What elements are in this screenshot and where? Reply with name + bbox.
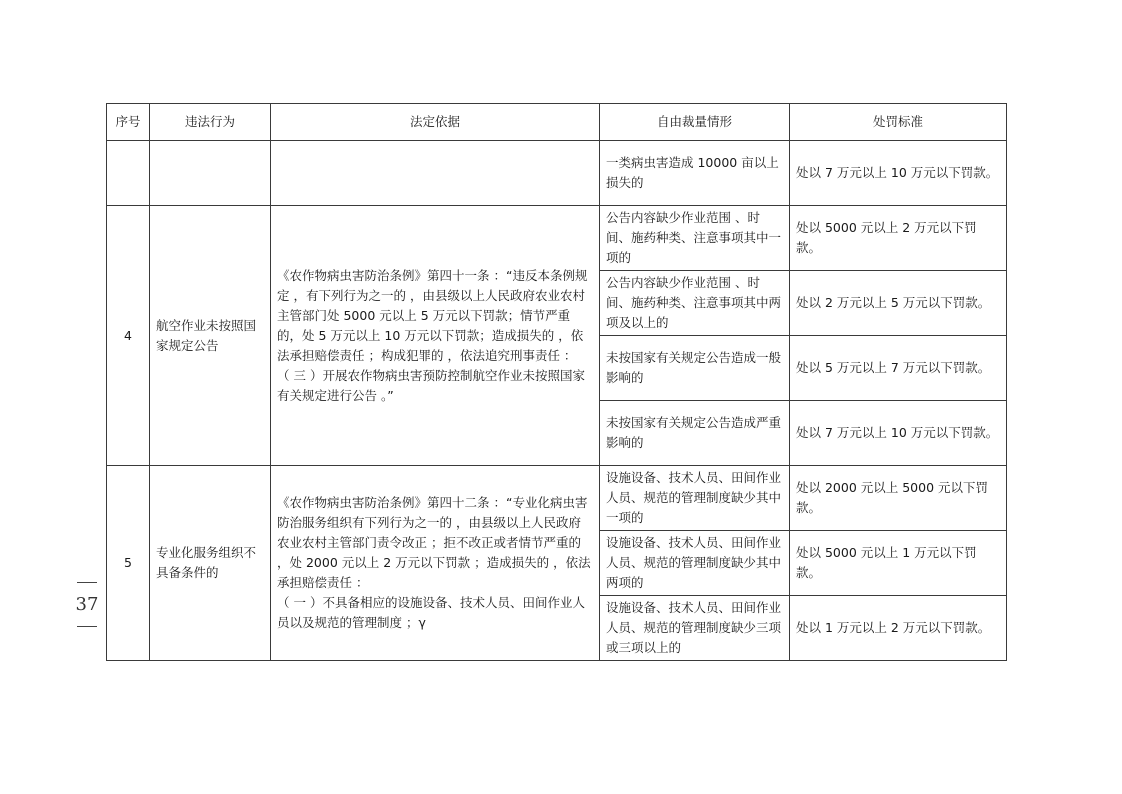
page-number-text: 37 bbox=[75, 594, 99, 615]
table-header-row bbox=[107, 104, 1007, 141]
legal-basis-cell bbox=[271, 141, 600, 206]
standard-cell: 处以 7 万元以上 10 万元以下罚款。 bbox=[790, 141, 1007, 206]
legal-basis-item: （ 一 ）不具备相应的设施设备、技术人员、田间作业人员以及规范的管理制度 ；γ bbox=[277, 595, 585, 630]
legal-basis-text: 《农作物病虫害防治条例》第四十一条 ：“违反本条例规定 ，有下列行为之一的 ，由县级以上人民政府农业农村主管部门处 5000 元以上 5 万元以下罚款；情节严重的，处 5 万元以上 10 万元以下罚款；造成损失的 ，依法承担赔偿责任 ；构成犯罪的 ，依法追究刑事责任 ： bbox=[277, 267, 588, 363]
page-number-rule-top bbox=[77, 582, 97, 583]
circumstance-cell: 设施设备、技术人员、田间作业人员、规范的管理制度缺少其中两项的 bbox=[600, 531, 790, 596]
violation-cell: 航空作业未按照国家规定公告 bbox=[150, 206, 271, 466]
circumstance-cell: 设施设备、技术人员、田间作业人员、规范的管理制度缺少三项或三项以上的 bbox=[600, 596, 790, 661]
standard-cell: 处以 7 万元以上 10 万元以下罚款。 bbox=[790, 401, 1007, 466]
serial-cell bbox=[107, 141, 150, 206]
header-penalty-standard: 处罚标准 bbox=[790, 104, 1007, 141]
circumstance-cell: 未按国家有关规定公告造成严重影响的 bbox=[600, 401, 790, 466]
legal-basis-text: 《农作物病虫害防治条例》第四十二条 ：“专业化病虫害防治服务组织有下列行为之一的 ，由县级以上人民政府农业农村主管部门责令改正 ；拒不改正或者情节严重的 ，处 2000 元以上 2 万元以下罚款 ；造成损失的 ，依法承担赔偿责任 ： bbox=[277, 495, 591, 590]
serial-cell: 4 bbox=[107, 206, 150, 466]
standard-cell: 处以 5000 元以上 1 万元以下罚款。 bbox=[790, 531, 1007, 596]
header-legal-basis: 法定依据 bbox=[271, 104, 600, 141]
legal-basis-cell bbox=[271, 206, 600, 466]
standard-cell: 处以 5000 元以上 2 万元以下罚款。 bbox=[790, 206, 1007, 271]
standard-cell: 处以 1 万元以上 2 万元以下罚款。 bbox=[790, 596, 1007, 661]
circumstance-cell: 一类病虫害造成 10000 亩以上损失的 bbox=[600, 141, 790, 206]
table-row bbox=[107, 141, 1007, 206]
header-violation: 违法行为 bbox=[150, 104, 271, 141]
circumstance-cell: 公告内容缺少作业范围 、时间、施药种类、注意事项其中两项及以上的 bbox=[600, 271, 790, 336]
table-row bbox=[107, 466, 1007, 531]
header-discretion-circumstance: 自由裁量情形 bbox=[600, 104, 790, 141]
legal-basis-item: （ 三 ）开展农作物病虫害预防控制航空作业未按照国家有关规定进行公告 。” bbox=[277, 367, 585, 403]
standard-cell: 处以 2000 元以上 5000 元以下罚款。 bbox=[790, 466, 1007, 531]
header-serial-number: 序号 bbox=[107, 104, 150, 141]
circumstance-cell: 设施设备、技术人员、田间作业人员、规范的管理制度缺少其中一项的 bbox=[600, 466, 790, 531]
page-number bbox=[72, 582, 102, 627]
legal-basis-cell bbox=[271, 466, 600, 661]
circumstance-cell: 公告内容缺少作业范围 、时间、施药种类、注意事项其中一项的 bbox=[600, 206, 790, 271]
serial-cell: 5 bbox=[107, 466, 150, 661]
table-row bbox=[107, 206, 1007, 271]
violation-cell: 专业化服务组织不具备条件的 bbox=[150, 466, 271, 661]
penalty-standards-table bbox=[106, 103, 1007, 661]
standard-cell: 处以 5 万元以上 7 万元以下罚款。 bbox=[790, 336, 1007, 401]
violation-cell bbox=[150, 141, 271, 206]
circumstance-cell: 未按国家有关规定公告造成一般影响的 bbox=[600, 336, 790, 401]
standard-cell: 处以 2 万元以上 5 万元以下罚款。 bbox=[790, 271, 1007, 336]
page-number-rule-bottom bbox=[77, 626, 97, 627]
